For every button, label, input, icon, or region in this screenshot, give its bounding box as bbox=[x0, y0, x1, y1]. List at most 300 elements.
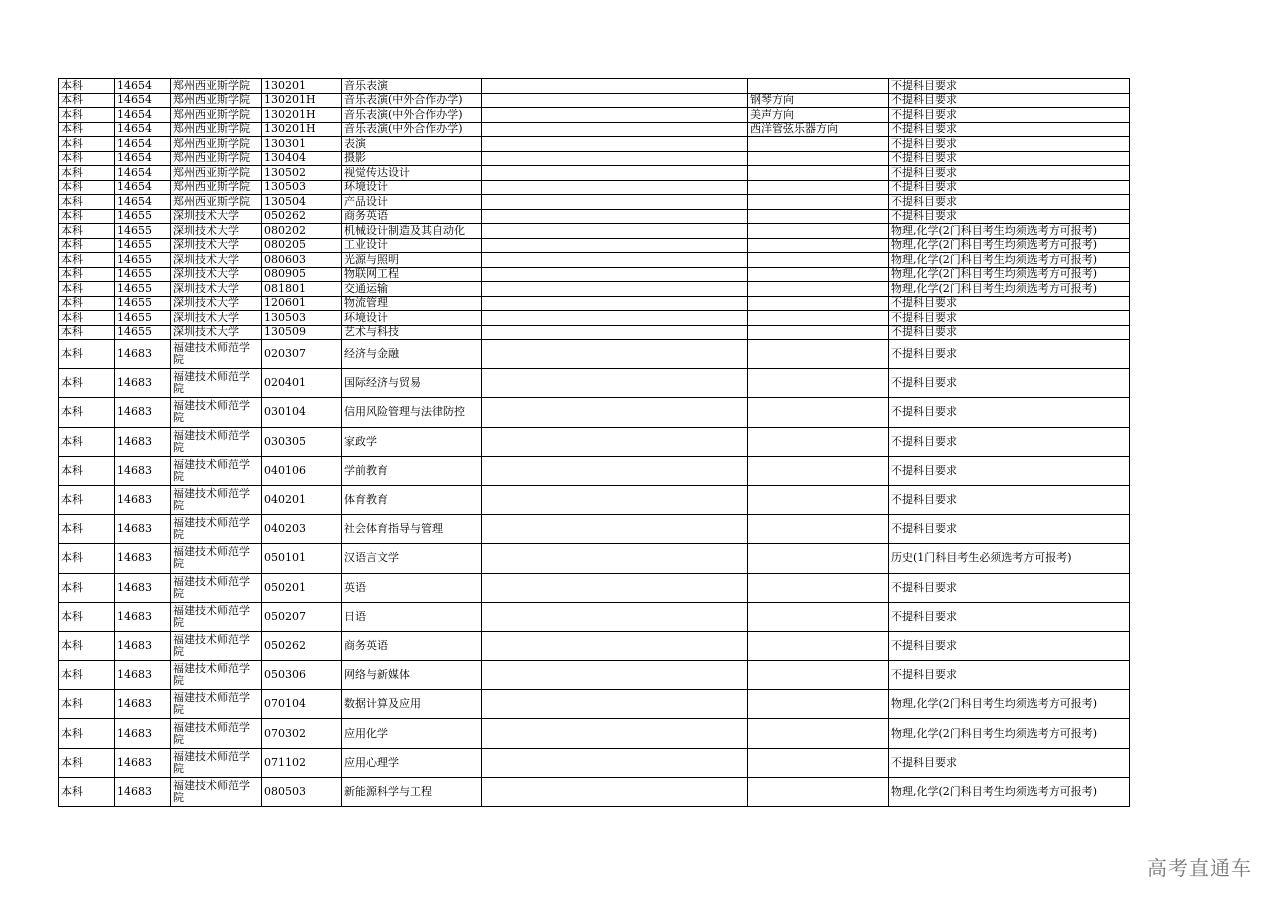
level-cell: 本科 bbox=[59, 137, 115, 152]
direction-cell bbox=[748, 195, 889, 210]
major-name-cell: 国际经济与贸易 bbox=[342, 369, 482, 398]
school-name-cell: 郑州西亚斯学院 bbox=[171, 166, 262, 181]
school-code-cell: 14683 bbox=[115, 777, 171, 806]
table-row bbox=[59, 151, 1130, 166]
direction-cell bbox=[748, 485, 889, 514]
remark-cell bbox=[482, 777, 748, 806]
school-code-cell: 14654 bbox=[115, 137, 171, 152]
major-name-cell: 视觉传达设计 bbox=[342, 166, 482, 181]
direction-cell bbox=[748, 209, 889, 224]
subject-requirement-cell: 不提科目要求 bbox=[889, 748, 1130, 777]
table-row bbox=[59, 573, 1130, 602]
school-name-cell: 福建技术师范学院 bbox=[171, 573, 262, 602]
school-name-cell: 郑州西亚斯学院 bbox=[171, 195, 262, 210]
major-code-cell: 080202 bbox=[262, 224, 342, 239]
remark-cell bbox=[482, 631, 748, 660]
subject-requirement-cell: 物理,化学(2门科目考生均须选考方可报考) bbox=[889, 777, 1130, 806]
subject-requirement-cell: 不提科目要求 bbox=[889, 485, 1130, 514]
direction-cell bbox=[748, 180, 889, 195]
subject-requirement-cell: 不提科目要求 bbox=[889, 122, 1130, 137]
major-code-cell: 020401 bbox=[262, 369, 342, 398]
table-row bbox=[59, 282, 1130, 297]
school-name-cell: 福建技术师范学院 bbox=[171, 631, 262, 660]
direction-cell bbox=[748, 427, 889, 456]
direction-cell bbox=[748, 340, 889, 369]
remark-cell bbox=[482, 79, 748, 94]
table-row bbox=[59, 195, 1130, 210]
subject-requirement-cell: 不提科目要求 bbox=[889, 631, 1130, 660]
level-cell: 本科 bbox=[59, 427, 115, 456]
direction-cell bbox=[748, 224, 889, 239]
school-name-cell: 福建技术师范学院 bbox=[171, 690, 262, 719]
remark-cell bbox=[482, 748, 748, 777]
direction-cell bbox=[748, 369, 889, 398]
school-code-cell: 14655 bbox=[115, 311, 171, 326]
subject-requirement-cell: 物理,化学(2门科目考生均须选考方可报考) bbox=[889, 253, 1130, 268]
major-code-cell: 080205 bbox=[262, 238, 342, 253]
table-row bbox=[59, 209, 1130, 224]
major-code-cell: 030305 bbox=[262, 427, 342, 456]
level-cell: 本科 bbox=[59, 369, 115, 398]
school-code-cell: 14683 bbox=[115, 515, 171, 544]
major-code-cell: 130201 bbox=[262, 79, 342, 94]
school-name-cell: 深圳技术大学 bbox=[171, 238, 262, 253]
table-row bbox=[59, 224, 1130, 239]
major-name-cell: 商务英语 bbox=[342, 209, 482, 224]
table-row bbox=[59, 93, 1130, 108]
school-name-cell: 福建技术师范学院 bbox=[171, 748, 262, 777]
school-name-cell: 深圳技术大学 bbox=[171, 267, 262, 282]
school-code-cell: 14683 bbox=[115, 631, 171, 660]
level-cell: 本科 bbox=[59, 122, 115, 137]
remark-cell bbox=[482, 369, 748, 398]
major-code-cell: 130509 bbox=[262, 325, 342, 340]
school-code-cell: 14654 bbox=[115, 166, 171, 181]
remark-cell bbox=[482, 544, 748, 573]
school-name-cell: 福建技术师范学院 bbox=[171, 340, 262, 369]
major-code-cell: 071102 bbox=[262, 748, 342, 777]
direction-cell bbox=[748, 282, 889, 297]
school-code-cell: 14654 bbox=[115, 79, 171, 94]
level-cell: 本科 bbox=[59, 224, 115, 239]
level-cell: 本科 bbox=[59, 485, 115, 514]
table-row bbox=[59, 253, 1130, 268]
direction-cell bbox=[748, 79, 889, 94]
school-code-cell: 14654 bbox=[115, 122, 171, 137]
school-code-cell: 14655 bbox=[115, 209, 171, 224]
remark-cell bbox=[482, 238, 748, 253]
major-name-cell: 新能源科学与工程 bbox=[342, 777, 482, 806]
level-cell: 本科 bbox=[59, 311, 115, 326]
school-code-cell: 14655 bbox=[115, 282, 171, 297]
school-code-cell: 14655 bbox=[115, 267, 171, 282]
table-row bbox=[59, 777, 1130, 806]
subject-requirement-cell: 物理,化学(2门科目考生均须选考方可报考) bbox=[889, 224, 1130, 239]
school-code-cell: 14654 bbox=[115, 180, 171, 195]
table-row bbox=[59, 369, 1130, 398]
direction-cell: 美声方向 bbox=[748, 108, 889, 123]
level-cell: 本科 bbox=[59, 79, 115, 94]
major-name-cell: 音乐表演(中外合作办学) bbox=[342, 122, 482, 137]
table-row bbox=[59, 515, 1130, 544]
school-name-cell: 郑州西亚斯学院 bbox=[171, 93, 262, 108]
school-name-cell: 深圳技术大学 bbox=[171, 209, 262, 224]
direction-cell bbox=[748, 398, 889, 427]
remark-cell bbox=[482, 427, 748, 456]
school-code-cell: 14683 bbox=[115, 456, 171, 485]
direction-cell bbox=[748, 137, 889, 152]
major-code-cell: 130503 bbox=[262, 311, 342, 326]
school-name-cell: 深圳技术大学 bbox=[171, 224, 262, 239]
table-row bbox=[59, 719, 1130, 748]
school-name-cell: 福建技术师范学院 bbox=[171, 398, 262, 427]
major-code-cell: 050306 bbox=[262, 661, 342, 690]
level-cell: 本科 bbox=[59, 180, 115, 195]
table-row bbox=[59, 456, 1130, 485]
major-name-cell: 社会体育指导与管理 bbox=[342, 515, 482, 544]
major-name-cell: 数据计算及应用 bbox=[342, 690, 482, 719]
major-name-cell: 工业设计 bbox=[342, 238, 482, 253]
subject-requirement-cell: 不提科目要求 bbox=[889, 180, 1130, 195]
subject-requirement-cell: 不提科目要求 bbox=[889, 151, 1130, 166]
table-row bbox=[59, 296, 1130, 311]
major-name-cell: 学前教育 bbox=[342, 456, 482, 485]
direction-cell bbox=[748, 311, 889, 326]
school-name-cell: 福建技术师范学院 bbox=[171, 456, 262, 485]
level-cell: 本科 bbox=[59, 93, 115, 108]
watermark-logo: 高考直通车 bbox=[1147, 856, 1252, 880]
table-row bbox=[59, 748, 1130, 777]
major-code-cell: 120601 bbox=[262, 296, 342, 311]
school-name-cell: 深圳技术大学 bbox=[171, 253, 262, 268]
school-code-cell: 14654 bbox=[115, 93, 171, 108]
school-code-cell: 14654 bbox=[115, 195, 171, 210]
direction-cell bbox=[748, 777, 889, 806]
major-code-cell: 080503 bbox=[262, 777, 342, 806]
major-name-cell: 物联网工程 bbox=[342, 267, 482, 282]
table-row bbox=[59, 398, 1130, 427]
remark-cell bbox=[482, 485, 748, 514]
school-code-cell: 14683 bbox=[115, 485, 171, 514]
direction-cell bbox=[748, 573, 889, 602]
school-name-cell: 深圳技术大学 bbox=[171, 325, 262, 340]
major-name-cell: 音乐表演(中外合作办学) bbox=[342, 108, 482, 123]
major-name-cell: 摄影 bbox=[342, 151, 482, 166]
direction-cell bbox=[748, 151, 889, 166]
school-code-cell: 14655 bbox=[115, 325, 171, 340]
school-name-cell: 福建技术师范学院 bbox=[171, 602, 262, 631]
table-row bbox=[59, 690, 1130, 719]
major-code-cell: 020307 bbox=[262, 340, 342, 369]
level-cell: 本科 bbox=[59, 602, 115, 631]
subject-requirement-cell: 不提科目要求 bbox=[889, 108, 1130, 123]
level-cell: 本科 bbox=[59, 719, 115, 748]
school-name-cell: 福建技术师范学院 bbox=[171, 515, 262, 544]
level-cell: 本科 bbox=[59, 631, 115, 660]
subject-requirement-cell: 不提科目要求 bbox=[889, 602, 1130, 631]
remark-cell bbox=[482, 456, 748, 485]
subject-requirement-cell: 不提科目要求 bbox=[889, 573, 1130, 602]
table-row bbox=[59, 267, 1130, 282]
school-name-cell: 福建技术师范学院 bbox=[171, 661, 262, 690]
remark-cell bbox=[482, 690, 748, 719]
school-name-cell: 福建技术师范学院 bbox=[171, 777, 262, 806]
subject-requirement-cell: 不提科目要求 bbox=[889, 79, 1130, 94]
level-cell: 本科 bbox=[59, 166, 115, 181]
remark-cell bbox=[482, 602, 748, 631]
major-code-cell: 070104 bbox=[262, 690, 342, 719]
major-name-cell: 交通运输 bbox=[342, 282, 482, 297]
direction-cell bbox=[748, 544, 889, 573]
subject-requirement-cell: 不提科目要求 bbox=[889, 369, 1130, 398]
level-cell: 本科 bbox=[59, 573, 115, 602]
school-name-cell: 郑州西亚斯学院 bbox=[171, 137, 262, 152]
school-name-cell: 郑州西亚斯学院 bbox=[171, 122, 262, 137]
direction-cell bbox=[748, 166, 889, 181]
major-code-cell: 050201 bbox=[262, 573, 342, 602]
remark-cell bbox=[482, 267, 748, 282]
school-code-cell: 14655 bbox=[115, 296, 171, 311]
table-row bbox=[59, 544, 1130, 573]
level-cell: 本科 bbox=[59, 108, 115, 123]
table-row bbox=[59, 79, 1130, 94]
major-name-cell: 物流管理 bbox=[342, 296, 482, 311]
table-row bbox=[59, 238, 1130, 253]
school-name-cell: 郑州西亚斯学院 bbox=[171, 180, 262, 195]
major-name-cell: 信用风险管理与法律防控 bbox=[342, 398, 482, 427]
level-cell: 本科 bbox=[59, 690, 115, 719]
school-name-cell: 郑州西亚斯学院 bbox=[171, 79, 262, 94]
direction-cell bbox=[748, 602, 889, 631]
subject-requirement-cell: 不提科目要求 bbox=[889, 166, 1130, 181]
major-code-cell: 050262 bbox=[262, 631, 342, 660]
school-name-cell: 郑州西亚斯学院 bbox=[171, 151, 262, 166]
major-name-cell: 机械设计制造及其自动化 bbox=[342, 224, 482, 239]
level-cell: 本科 bbox=[59, 544, 115, 573]
remark-cell bbox=[482, 224, 748, 239]
major-name-cell: 光源与照明 bbox=[342, 253, 482, 268]
major-name-cell: 艺术与科技 bbox=[342, 325, 482, 340]
school-code-cell: 14683 bbox=[115, 398, 171, 427]
school-name-cell: 福建技术师范学院 bbox=[171, 369, 262, 398]
major-code-cell: 130404 bbox=[262, 151, 342, 166]
school-name-cell: 福建技术师范学院 bbox=[171, 427, 262, 456]
school-code-cell: 14683 bbox=[115, 573, 171, 602]
remark-cell bbox=[482, 180, 748, 195]
subject-requirement-cell: 物理,化学(2门科目考生均须选考方可报考) bbox=[889, 690, 1130, 719]
remark-cell bbox=[482, 661, 748, 690]
subject-requirement-cell: 不提科目要求 bbox=[889, 209, 1130, 224]
direction-cell bbox=[748, 267, 889, 282]
school-code-cell: 14655 bbox=[115, 238, 171, 253]
subject-requirement-cell: 不提科目要求 bbox=[889, 398, 1130, 427]
major-code-cell: 130201H bbox=[262, 108, 342, 123]
major-code-cell: 040201 bbox=[262, 485, 342, 514]
remark-cell bbox=[482, 151, 748, 166]
level-cell: 本科 bbox=[59, 195, 115, 210]
major-name-cell: 网络与新媒体 bbox=[342, 661, 482, 690]
table-row bbox=[59, 166, 1130, 181]
direction-cell bbox=[748, 690, 889, 719]
school-code-cell: 14683 bbox=[115, 427, 171, 456]
school-name-cell: 福建技术师范学院 bbox=[171, 719, 262, 748]
major-code-cell: 130502 bbox=[262, 166, 342, 181]
remark-cell bbox=[482, 195, 748, 210]
subject-requirement-cell: 不提科目要求 bbox=[889, 427, 1130, 456]
remark-cell bbox=[482, 282, 748, 297]
major-name-cell: 应用心理学 bbox=[342, 748, 482, 777]
major-code-cell: 130504 bbox=[262, 195, 342, 210]
school-code-cell: 14683 bbox=[115, 602, 171, 631]
school-code-cell: 14683 bbox=[115, 719, 171, 748]
level-cell: 本科 bbox=[59, 253, 115, 268]
major-name-cell: 日语 bbox=[342, 602, 482, 631]
major-name-cell: 音乐表演(中外合作办学) bbox=[342, 93, 482, 108]
subject-requirement-cell: 物理,化学(2门科目考生均须选考方可报考) bbox=[889, 238, 1130, 253]
major-name-cell: 应用化学 bbox=[342, 719, 482, 748]
school-name-cell: 福建技术师范学院 bbox=[171, 485, 262, 514]
major-code-cell: 040106 bbox=[262, 456, 342, 485]
major-name-cell: 体育教育 bbox=[342, 485, 482, 514]
table-row bbox=[59, 340, 1130, 369]
table-row bbox=[59, 485, 1130, 514]
direction-cell bbox=[748, 515, 889, 544]
remark-cell bbox=[482, 137, 748, 152]
major-code-cell: 070302 bbox=[262, 719, 342, 748]
level-cell: 本科 bbox=[59, 515, 115, 544]
level-cell: 本科 bbox=[59, 325, 115, 340]
remark-cell bbox=[482, 325, 748, 340]
direction-cell bbox=[748, 748, 889, 777]
level-cell: 本科 bbox=[59, 661, 115, 690]
school-name-cell: 深圳技术大学 bbox=[171, 282, 262, 297]
table-row bbox=[59, 122, 1130, 137]
major-code-cell: 080905 bbox=[262, 267, 342, 282]
subject-requirement-cell: 历史(1门科目考生必须选考方可报考) bbox=[889, 544, 1130, 573]
major-name-cell: 环境设计 bbox=[342, 180, 482, 195]
table-row bbox=[59, 631, 1130, 660]
major-code-cell: 050207 bbox=[262, 602, 342, 631]
major-name-cell: 经济与金融 bbox=[342, 340, 482, 369]
major-code-cell: 030104 bbox=[262, 398, 342, 427]
major-name-cell: 环境设计 bbox=[342, 311, 482, 326]
major-code-cell: 130301 bbox=[262, 137, 342, 152]
school-code-cell: 14683 bbox=[115, 369, 171, 398]
major-name-cell: 英语 bbox=[342, 573, 482, 602]
subject-requirement-cell: 不提科目要求 bbox=[889, 456, 1130, 485]
direction-cell bbox=[748, 238, 889, 253]
level-cell: 本科 bbox=[59, 151, 115, 166]
school-code-cell: 14655 bbox=[115, 253, 171, 268]
remark-cell bbox=[482, 209, 748, 224]
major-code-cell: 130201H bbox=[262, 122, 342, 137]
subject-requirement-cell: 不提科目要求 bbox=[889, 195, 1130, 210]
school-code-cell: 14655 bbox=[115, 224, 171, 239]
major-name-cell: 产品设计 bbox=[342, 195, 482, 210]
major-name-cell: 音乐表演 bbox=[342, 79, 482, 94]
school-code-cell: 14683 bbox=[115, 690, 171, 719]
subject-requirement-cell: 物理,化学(2门科目考生均须选考方可报考) bbox=[889, 267, 1130, 282]
subject-requirement-cell: 不提科目要求 bbox=[889, 296, 1130, 311]
level-cell: 本科 bbox=[59, 456, 115, 485]
remark-cell bbox=[482, 573, 748, 602]
major-name-cell: 汉语言文学 bbox=[342, 544, 482, 573]
level-cell: 本科 bbox=[59, 748, 115, 777]
school-code-cell: 14683 bbox=[115, 340, 171, 369]
remark-cell bbox=[482, 122, 748, 137]
major-name-cell: 家政学 bbox=[342, 427, 482, 456]
table-row bbox=[59, 137, 1130, 152]
remark-cell bbox=[482, 340, 748, 369]
major-code-cell: 080603 bbox=[262, 253, 342, 268]
remark-cell bbox=[482, 296, 748, 311]
level-cell: 本科 bbox=[59, 777, 115, 806]
remark-cell bbox=[482, 311, 748, 326]
major-code-cell: 130201H bbox=[262, 93, 342, 108]
major-code-cell: 081801 bbox=[262, 282, 342, 297]
subject-requirement-cell: 不提科目要求 bbox=[889, 515, 1130, 544]
school-name-cell: 深圳技术大学 bbox=[171, 311, 262, 326]
school-name-cell: 福建技术师范学院 bbox=[171, 544, 262, 573]
direction-cell bbox=[748, 456, 889, 485]
school-code-cell: 14683 bbox=[115, 661, 171, 690]
subject-requirement-cell: 物理,化学(2门科目考生均须选考方可报考) bbox=[889, 719, 1130, 748]
subject-requirement-cell: 物理,化学(2门科目考生均须选考方可报考) bbox=[889, 282, 1130, 297]
level-cell: 本科 bbox=[59, 209, 115, 224]
school-code-cell: 14683 bbox=[115, 544, 171, 573]
level-cell: 本科 bbox=[59, 398, 115, 427]
school-name-cell: 深圳技术大学 bbox=[171, 296, 262, 311]
direction-cell bbox=[748, 661, 889, 690]
table-row bbox=[59, 180, 1130, 195]
school-code-cell: 14683 bbox=[115, 748, 171, 777]
remark-cell bbox=[482, 166, 748, 181]
major-name-cell: 表演 bbox=[342, 137, 482, 152]
subject-requirement-cell: 不提科目要求 bbox=[889, 311, 1130, 326]
subject-requirement-cell: 不提科目要求 bbox=[889, 661, 1130, 690]
direction-cell bbox=[748, 719, 889, 748]
table-row bbox=[59, 602, 1130, 631]
major-code-cell: 050262 bbox=[262, 209, 342, 224]
direction-cell bbox=[748, 296, 889, 311]
direction-cell bbox=[748, 325, 889, 340]
remark-cell bbox=[482, 515, 748, 544]
remark-cell bbox=[482, 108, 748, 123]
remark-cell bbox=[482, 93, 748, 108]
school-code-cell: 14654 bbox=[115, 151, 171, 166]
remark-cell bbox=[482, 253, 748, 268]
subject-requirement-cell: 不提科目要求 bbox=[889, 93, 1130, 108]
major-code-cell: 130503 bbox=[262, 180, 342, 195]
major-code-cell: 040203 bbox=[262, 515, 342, 544]
subject-requirement-cell: 不提科目要求 bbox=[889, 340, 1130, 369]
level-cell: 本科 bbox=[59, 296, 115, 311]
major-code-cell: 050101 bbox=[262, 544, 342, 573]
table-row bbox=[59, 661, 1130, 690]
school-name-cell: 郑州西亚斯学院 bbox=[171, 108, 262, 123]
remark-cell bbox=[482, 719, 748, 748]
level-cell: 本科 bbox=[59, 282, 115, 297]
admission-table bbox=[58, 78, 1130, 807]
table-row bbox=[59, 325, 1130, 340]
table-row bbox=[59, 427, 1130, 456]
table-row bbox=[59, 108, 1130, 123]
subject-requirement-cell: 不提科目要求 bbox=[889, 137, 1130, 152]
direction-cell bbox=[748, 631, 889, 660]
school-code-cell: 14654 bbox=[115, 108, 171, 123]
direction-cell bbox=[748, 253, 889, 268]
subject-requirement-cell: 不提科目要求 bbox=[889, 325, 1130, 340]
